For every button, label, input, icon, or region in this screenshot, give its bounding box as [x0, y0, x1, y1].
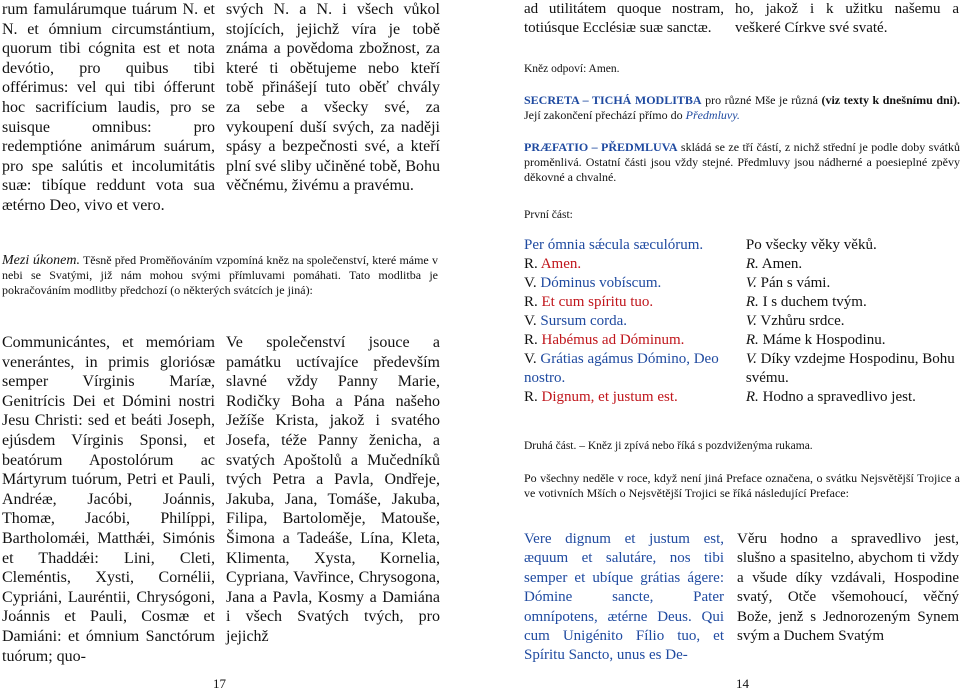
response-latin: V. Sursum corda. [524, 313, 628, 329]
right-col1-top: ad utilitátem quoque nostram, totiúsque Ecclésiæ suæ sanctæ. [524, 1, 724, 36]
rubric-communicantes [2, 253, 438, 298]
response-latin: R. Dignum, et justum est. [524, 389, 678, 405]
secreta-paragraph [524, 93, 960, 123]
response-row [524, 331, 960, 350]
response-czech: R. Máme k Hospodinu. [745, 332, 886, 348]
secreta-mid: pro různé Mše je různá [705, 93, 818, 107]
response-row [524, 236, 960, 255]
left-col2-top: svých N. a N. i všech vůkol stojících, jejichž víra je tobě známa a povědoma zbožnost, za které ti obětujeme nebo kteří tobě přinášejí tuto oběť chvály za sebe a všecky své, za vykoupení duší svých, za naději spásy a bezpečnosti své, a kteří plní své sliby učiněné tobě, Bohu věčnému, živému a pravému. [226, 1, 440, 195]
praefatio-text: skládá se ze tří částí, z nichž střední je podle doby svátků proměnlivá. Ostatní části jsou vždy stejné. Předmluvy jsou nádherné a poesieplné zpěvy děkovné a chvalné. [524, 140, 960, 184]
sunday-note: Po všechny neděle v roce, když není jiná Preface označena, o svátku Nejsvětější Trojice a ve votivních Mších o Nejsvětější Trojici se říká následující Preface: [524, 471, 960, 500]
response-czech: R. Hodno a spravedlivo jest. [745, 389, 916, 405]
rubric-title: Mezi úkonem. [2, 253, 80, 268]
response-czech: R. I s duchem tvým. [745, 294, 867, 310]
response-latin: V. Dóminus vobíscum. [524, 275, 662, 291]
priest-answer: Kněz odpoví: Amen. [524, 63, 620, 75]
response-row [524, 388, 960, 407]
response-czech: Po všecky věky věků. [745, 237, 877, 253]
praefatio-title: PRÆFATIO – PŘEDMLUVA [524, 140, 678, 154]
second-part-label: Druhá část. – Kněz ji zpívá nebo říká s pozdviženýma rukama. [524, 440, 813, 452]
right-col1-bottom: Vere dignum et justum est, æquum et salutáre, nos tibi semper et ubíque grátias ágere: Dómine sancte, Pater omnípotens, ætérne Deus. Qui cum Unigénito Fílio tuo, et Spíritu Sancto, unus es De- [524, 531, 724, 664]
left-page-number: 17 [213, 676, 226, 691]
praefatio-paragraph [524, 140, 960, 185]
response-czech: V. Vzhůru srdce. [745, 313, 845, 329]
left-col1-top: rum famulárumque tuárum N. et N. et ómnium circumstántium, quorum tibi cógnita est et nota devótio, pro quibus tibi offérimus: vel qui tibi ófferunt hoc sacrifícium laudis, pro se suisque omnibus: pro redemptióne animárum suárum, pro spe salútis et incolumitátis suæ: tibíque reddunt vota sua ætérno Deo, vivo et vero. [2, 1, 215, 214]
response-czech: V. Díky vzdejme Hospodinu, Bohu svému. [745, 351, 955, 386]
response-latin: R. Habémus ad Dóminum. [524, 332, 685, 348]
response-czech: V. Pán s vámi. [745, 275, 831, 291]
response-row [524, 255, 960, 274]
secreta-title: SECRETA – TICHÁ MODLITBA [524, 93, 702, 107]
right-col2-bottom: Věru hodno a spravedlivo jest, slušno a spasitelno, abychom ti vždy a všude díky vzdávali, Hospodine svatý, Otče všemohoucí, věčný Bože, jenž s Jednorozeným Synem svým a Duchem Svatým [737, 531, 959, 645]
first-part-label: První část: [524, 209, 573, 221]
right-page-number: 14 [736, 676, 749, 691]
secreta-paren: (viz texty k dnešnímu dni). [821, 93, 960, 107]
left-col2-bottom: Ve společenství jsouce a památku uctívajíce především slavné vždy Panny Marie, Rodičky Boha a Pána našeho Ježíše Krista, jakož i svatého Josefa, téže Panny ženicha, a svatých Apoštolů a Mučedníků tvých Petra a Pavla, Ondřeje, Jakuba, Jana, Tomáše, Jakuba, Filipa, Bartoloměje, Matouše, Šimona a Tadeáše, Lína, Kleta, Klimenta, Xysta, Kornelia, Cypriana, Vavřince, Chrysogona, Jana a Pavla, Kosmy a Damiána i všech Svatých tvých, pro jejichž [226, 334, 440, 645]
responses-block [524, 236, 960, 407]
response-latin: Per ómnia sǽcula sæculórum. [524, 237, 704, 253]
response-row [524, 293, 960, 312]
response-latin: V. Grátias agámus Dómino, Deo nostro. [524, 351, 719, 386]
secreta-link: Předmluvy. [685, 108, 740, 122]
response-row [524, 350, 960, 388]
right-col2-top: ho, jakož i k užitku našemu a veškeré Církve své svaté. [735, 1, 959, 36]
rubric-text: Těsně před Proměňováním vzpomíná kněz na společenství, které máme v nebi se Svatými, již nám mohou svými přímluvami pomáhati. Tato modlitba je pokračováním modlitby předchozí (o některých svátcích je jiná): [2, 253, 438, 297]
response-row [524, 312, 960, 331]
secreta-rest: Její zakončení přechází přímo do [524, 108, 683, 122]
response-latin: R. Et cum spíritu tuo. [524, 294, 654, 310]
left-col1-bottom: Communicántes, et memóriam venerántes, in primis gloriósæ semper Vírginis Maríæ, Genitrícis Dei et Dómini nostri Jesu Christi: sed et beáti Joseph, ejúsdem Vírginis Sponsi, et beatórum Apostolórum ac Mártyrum tuórum, Petri et Pauli, Andréæ, Jacóbi, Joánnis, Thomæ, Jacóbi, Philíppi, Bartholomǽi, Matthǽi, Simónis et Thaddǽi: Lini, Cleti, Cleméntis, Xysti, Cornélii, Cypriáni, Lauréntii, Chrysógoni, Joánnis et Pauli, Cosmæ et Damiáni: et ómnium Sanctórum tuórum; quo- [2, 334, 215, 665]
response-czech: R. Amen. [745, 256, 803, 272]
response-latin: R. Amen. [524, 256, 582, 272]
response-row [524, 274, 960, 293]
